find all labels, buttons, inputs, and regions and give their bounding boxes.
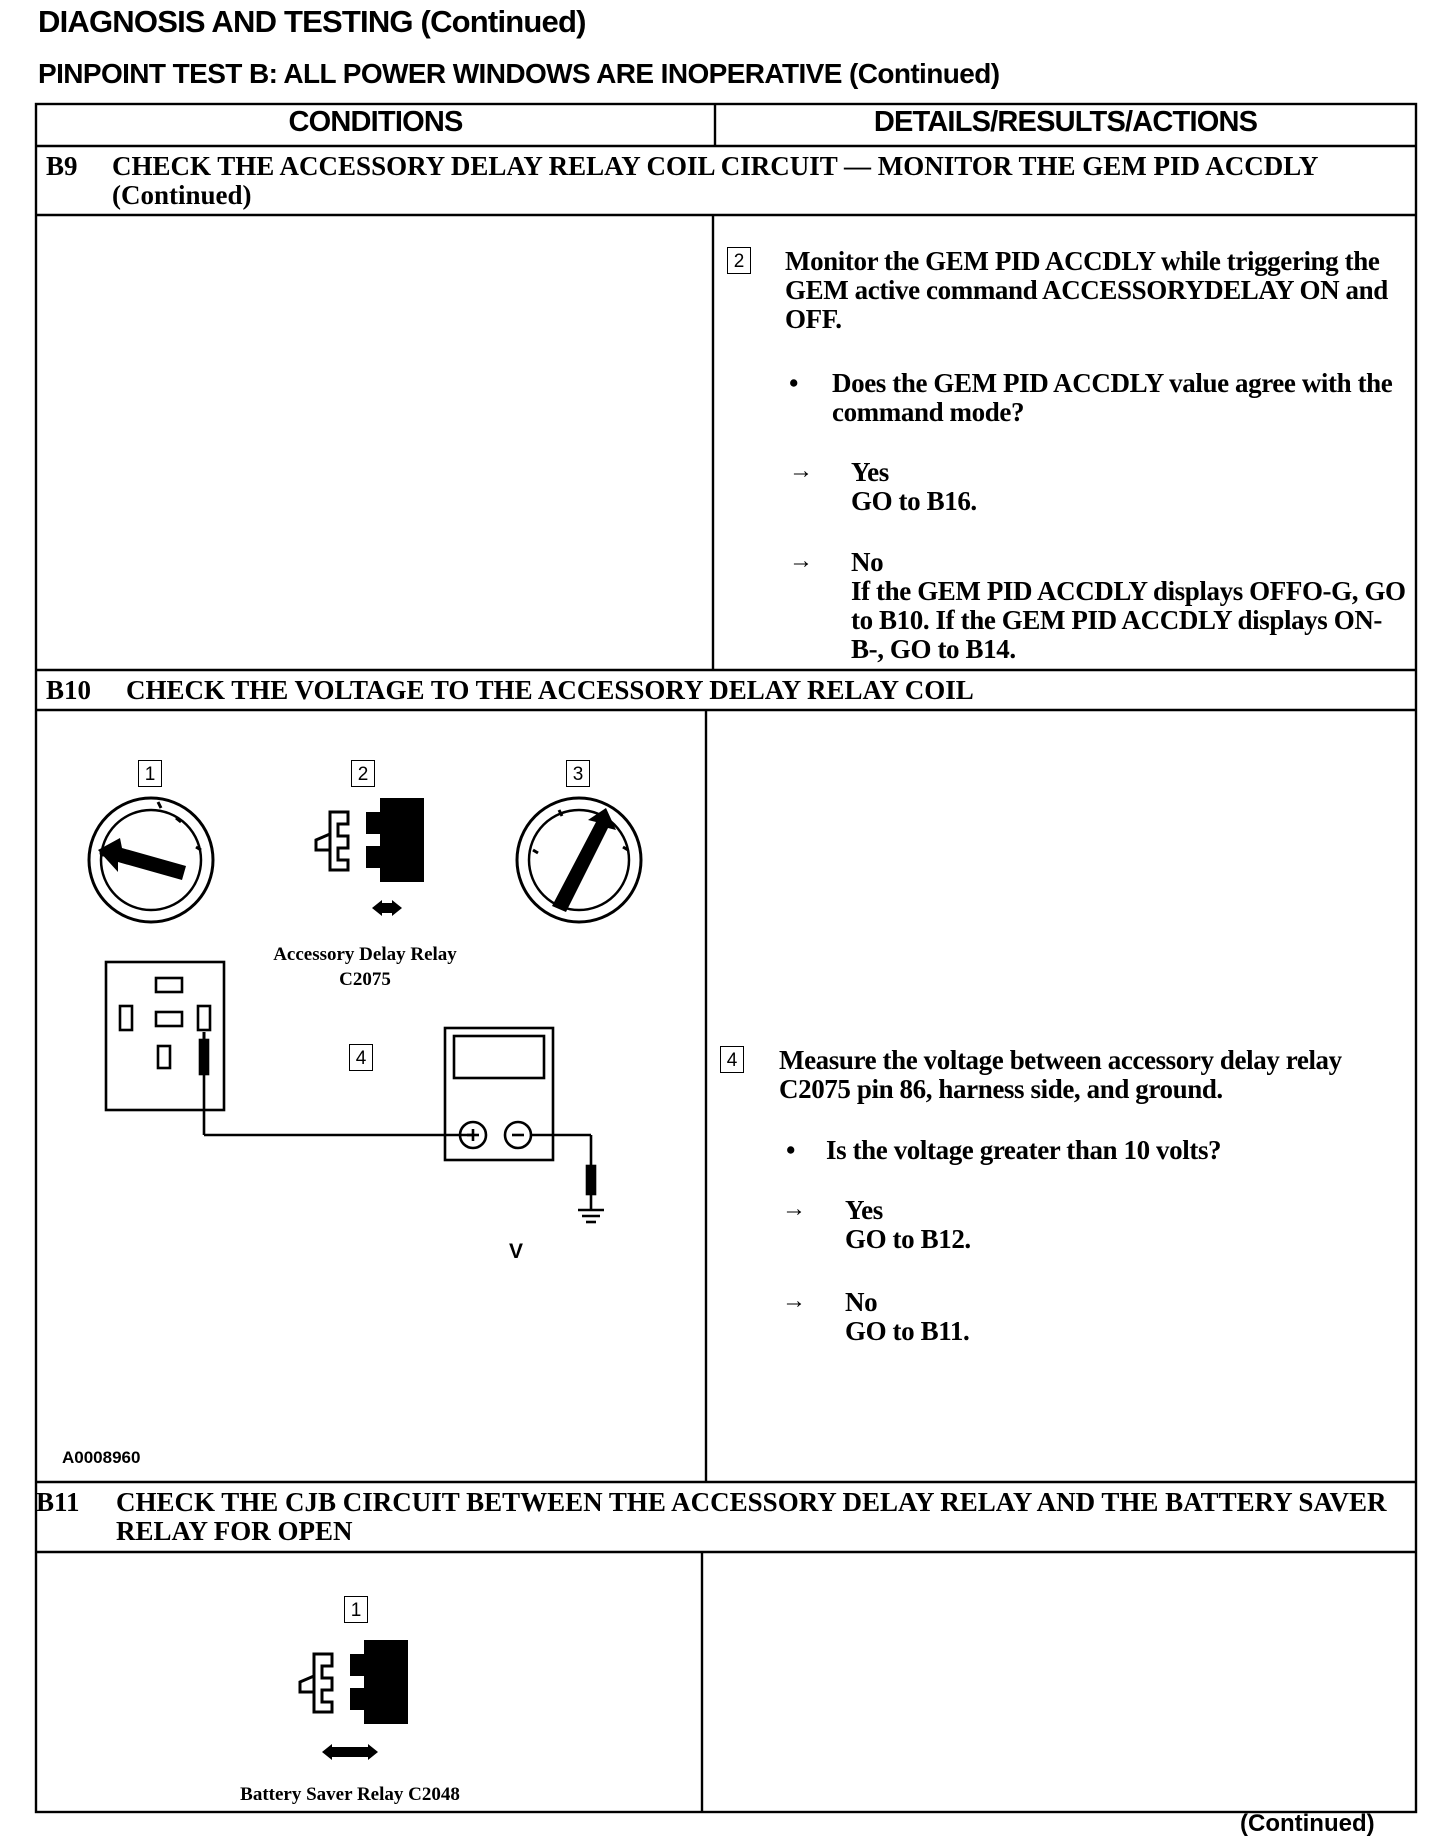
result-label: No	[851, 547, 884, 577]
voltmeter-icon	[445, 1028, 553, 1160]
arrow-right-icon: →	[782, 1288, 806, 1314]
figure-step-box: 2	[351, 760, 375, 787]
step-title: CHECK THE VOLTAGE TO THE ACCESSORY DELAY RELAY COIL	[126, 675, 974, 705]
figure-id: A0008960	[62, 1448, 141, 1467]
ignition-switch-run-icon	[517, 798, 641, 922]
bullet-icon: •	[786, 1135, 796, 1165]
relay-connector-icon	[316, 798, 424, 916]
bullet-icon: •	[789, 368, 799, 398]
step-number-box: 2	[727, 247, 751, 274]
ignition-switch-off-icon	[89, 798, 213, 922]
arrow-right-icon: →	[789, 548, 813, 574]
result-label: No	[845, 1287, 878, 1317]
continued-footer: (Continued)	[1240, 1810, 1375, 1837]
step-b11-header	[36, 1488, 1406, 1546]
relay-caption: Accessory Delay Relay C2075	[273, 944, 457, 990]
step-b9-header	[46, 152, 1406, 210]
result-action: GO to B16.	[851, 486, 977, 516]
arrow-right-icon: →	[782, 1196, 806, 1222]
step-number-box: 4	[720, 1046, 744, 1073]
step-reference-link[interactable]: B11	[920, 1316, 963, 1346]
step-title: CHECK THE ACCESSORY DELAY RELAY COIL CIRCUIT — MONITOR THE GEM PID ACCDLY (Continued)	[112, 151, 1318, 210]
result-action: GO to B11.	[845, 1316, 970, 1346]
result-yes	[845, 1196, 1385, 1254]
step-reference-link[interactable]: B14	[965, 634, 1010, 664]
result-label: Yes	[851, 457, 889, 487]
result-action: GO to B12.	[845, 1224, 971, 1254]
column-header-conditions: CONDITIONS	[288, 106, 463, 138]
test-title: PINPOINT TEST B: ALL POWER WINDOWS ARE INOPERATIVE (Continued)	[38, 58, 1000, 89]
figure-step-box: 1	[138, 760, 162, 787]
step-id: B11	[36, 1487, 80, 1517]
step-question: Is the voltage greater than 10 volts?	[826, 1135, 1222, 1165]
step-question: Does the GEM PID ACCDLY value agree with the command mode?	[832, 368, 1393, 427]
result-no	[851, 548, 1411, 664]
b11-figure	[270, 1630, 430, 1760]
figure-step-box: 4	[349, 1044, 373, 1071]
step-title: CHECK THE CJB CIRCUIT BETWEEN THE ACCESSORY DELAY RELAY AND THE BATTERY SAVER RELAY FOR OPEN	[116, 1487, 1387, 1546]
step-action: Monitor the GEM PID ACCDLY while triggering the GEM active command ACCESSORYDELAY ON and OFF.	[785, 246, 1388, 334]
result-label: Yes	[845, 1195, 883, 1225]
step-b10-header	[46, 676, 1406, 706]
relay-caption: Battery Saver Relay C2048	[240, 1784, 460, 1805]
page-title: DIAGNOSIS AND TESTING (Continued)	[38, 4, 586, 39]
step-action: Measure the voltage between accessory delay relay C2075 pin 86, harness side, and ground.	[779, 1045, 1342, 1104]
result-no	[845, 1288, 1385, 1346]
arrow-right-icon: →	[789, 458, 813, 484]
figure-step-box: 1	[344, 1596, 368, 1623]
meter-label: V	[508, 1240, 523, 1263]
b10-figure	[36, 710, 706, 1482]
connector-face-icon	[106, 962, 224, 1110]
step-id: B9	[46, 151, 78, 181]
step-reference-link[interactable]: B10	[879, 605, 923, 635]
step-reference-link[interactable]: B12	[920, 1224, 965, 1254]
result-yes	[851, 458, 1391, 516]
step-reference-link[interactable]: B16	[926, 486, 971, 516]
column-header-details: DETAILS/RESULTS/ACTIONS	[873, 106, 1258, 138]
relay-connector-icon	[300, 1640, 408, 1760]
result-action: If the GEM PID ACCDLY displays OFFO-G, GO to B10. If the GEM PID ACCDLY displays ON-B-, GO to B14.	[851, 576, 1406, 664]
figure-step-box: 3	[566, 760, 590, 787]
step-id: B10	[46, 675, 92, 705]
